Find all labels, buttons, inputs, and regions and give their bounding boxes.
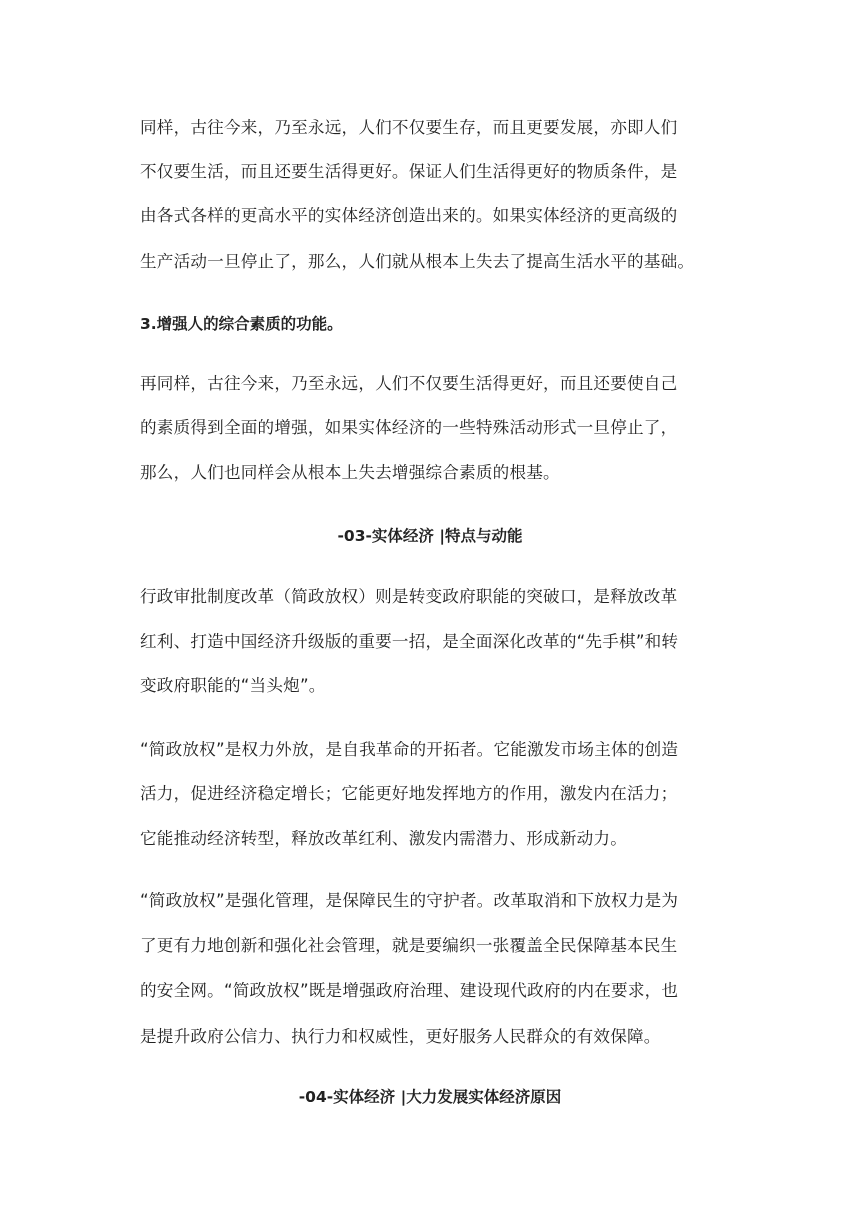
- text-line: 变政府职能的“当头炮”。: [140, 676, 326, 695]
- text-line: 生产活动一旦停止了，那么，人们就从根本上失去了提高生活水平的基础。: [140, 252, 695, 271]
- section-heading-03: -03-实体经济 |特点与动能: [337, 527, 523, 545]
- text-line: 那么，人们也同样会从根本上失去增强综合素质的根基。: [140, 463, 560, 482]
- text-line: 同样，古往今来，乃至永远，人们不仅要生存，而且更要发展，亦即人们: [140, 118, 678, 137]
- text-line: “简政放权”是权力外放，是自我革命的开拓者。它能激发市场主体的创造: [140, 740, 679, 759]
- text-line: 由各式各样的更高水平的实体经济创造出来的。如果实体经济的更高级的: [140, 206, 678, 225]
- text-line: 的素质得到全面的增强，如果实体经济的一些特殊活动形式一旦停止了，: [140, 418, 678, 437]
- text-line: 的安全网。“简政放权”既是增强政府治理、建设现代政府的内在要求，也: [140, 981, 679, 1000]
- text-line: 了更有力地创新和强化社会管理，就是要编织一张覆盖全民保障基本民生: [140, 936, 678, 955]
- text-line: 再同样，古往今来，乃至永远，人们不仅要生活得更好，而且还要使自己: [140, 374, 678, 393]
- subheading-function-3: 3.增强人的综合素质的功能。: [140, 315, 343, 333]
- text-line: 活力，促进经济稳定增长；它能更好地发挥地方的作用，激发内在活力；: [140, 784, 678, 803]
- section-heading-04: -04-实体经济 |大力发展实体经济原因: [298, 1088, 562, 1106]
- text-line: 行政审批制度改革（简政放权）则是转变政府职能的突破口，是释放改革: [140, 587, 678, 606]
- text-line: 不仅要生活，而且还要生活得更好。保证人们生活得更好的物质条件，是: [140, 162, 678, 181]
- text-line: “简政放权”是强化管理，是保障民生的守护者。改革取消和下放权力是为: [140, 891, 679, 910]
- text-line: 是提升政府公信力、执行力和权威性，更好服务人民群众的有效保障。: [140, 1027, 661, 1046]
- text-line: 红利、打造中国经济升级版的重要一招，是全面深化改革的“先手棋”和转: [140, 632, 679, 651]
- text-line: 它能推动经济转型，释放改革红利、激发内需潜力、形成新动力。: [140, 829, 628, 848]
